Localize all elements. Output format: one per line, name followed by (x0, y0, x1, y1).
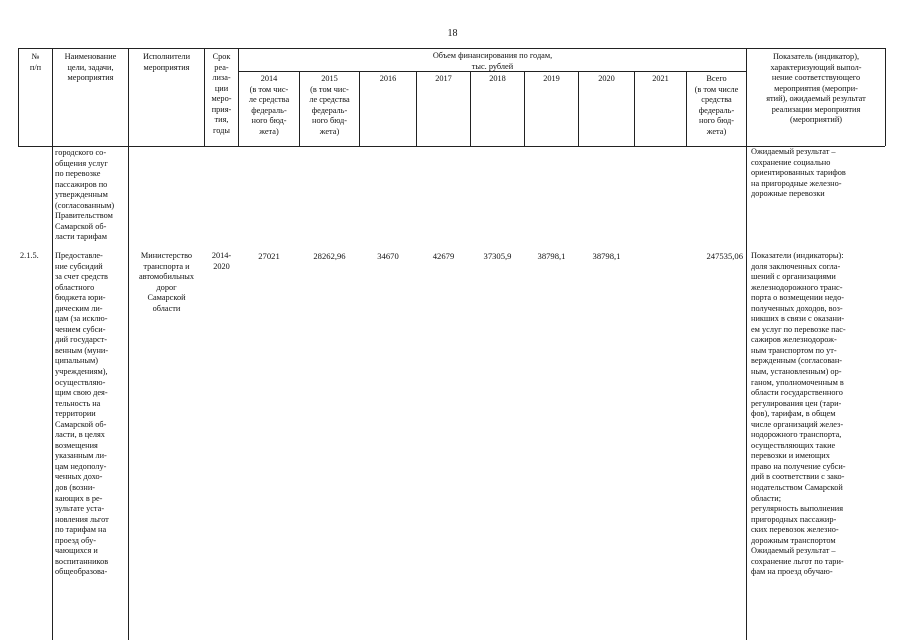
value-2019: 38798,1 (537, 251, 566, 261)
header-total: Всего (в том числе средства федераль- ного бюд- жета) (694, 74, 739, 136)
header-executors: Исполнители мероприятия (142, 52, 191, 72)
value-2015: 28262,96 (313, 251, 346, 261)
value-2017: 42679 (432, 251, 455, 261)
table-right-border (885, 48, 886, 146)
continued-indicator-cell: Ожидаемый результат – сохранение социально ориентированных тарифов на пригородные железно- дорожные перевозки (751, 147, 846, 199)
header-name: Наименование цели, задачи, мероприятия (64, 52, 117, 83)
value-2016: 34670 (377, 251, 399, 261)
row-executor: Министерство транспорта и автомобильных дорог Самарской области (138, 251, 195, 313)
header-num: № п/п (29, 52, 42, 72)
header-2020: 2020 (598, 74, 615, 83)
continued-name-cell: городского со- общения услуг по перевозке пассажиров по утвержденным (согласованным) Правительством Самарской об- ласти тарифам (55, 148, 115, 242)
header-2019: 2019 (543, 74, 560, 83)
value-2020: 38798,1 (592, 251, 621, 261)
page-number: 18 (447, 28, 458, 39)
row-indicator-cell: Показатели (индикаторы): доля заключенных согла- шений с организациями железнодорожного транс- порта о возмещении недо- полученных доходов, воз- никших в связи с оказани- ем услуг по перевозке пас- сажиров железнодорож- ным транспортом по ут- вержденным (согласован- ным, установленным) ор- ганом, уполномоченным в области государственного регулирования цен (тари- фов), тарифам, в общем числе организаций желез- нодорожного транспорта, осуществляющих такие перевозки и имеющих право на получение субси- дий в соответствии с зако- нодательством Самарской области; регулярность выполнения пригородных пассажир- ских перевозок железно- дорожным транспортом Ожидаемый результат – сохранение льгот по тари- фам на проезд обучаю- (751, 251, 846, 577)
col-divider-13 (746, 48, 747, 640)
header-indicator: Показатель (индикатор), характеризующий выпол- нение соответствующего мероприятия (меропри- ятий), ожидаемый результат реализации мероприятия (мероприятий) (766, 52, 866, 125)
header-2017: 2017 (435, 74, 452, 83)
value-2018: 37305,9 (483, 251, 512, 261)
row-number: 2.1.5. (20, 251, 39, 260)
row-name-cell: Предоставле- ние субсидий за счет средств областного бюджета юри- дическим ли- цам (за исклю- чением субси- дий государст- венным (муни- ципальным) учреждениям), осуществляю- щим свою дея- тельность на территории Самарской об- ласти, в целях возмещения указанным ли- цам недополу- ченных дохо- дов (возни- кающих в ре- зультате уста- новления льгот по тарифам на проезд обу- чающихся и воспитанников общеобразова- (55, 251, 109, 577)
col-divider-2 (128, 48, 129, 640)
header-2016: 2016 (379, 74, 397, 83)
header-2021: 2021 (652, 74, 669, 83)
col-divider-1 (52, 48, 53, 640)
header-2018: 2018 (489, 74, 506, 83)
header-2015: 2015 (в том чис- ле средства федераль- ного бюд- жета) (309, 74, 350, 136)
header-2014: 2014 (в том чис- ле средства федераль- ного бюд- жета) (248, 74, 290, 136)
table-top-border (18, 48, 885, 49)
header-funding-title: Объем финансирования по годам, тыс. рублей (432, 51, 553, 71)
header-term: Срок реа- лиза- ции меро- прия- тия, годы (211, 52, 232, 135)
value-2014: 27021 (258, 251, 280, 261)
row-term: 2014- 2020 (211, 251, 232, 271)
value-total: 247535,06 (706, 251, 743, 261)
